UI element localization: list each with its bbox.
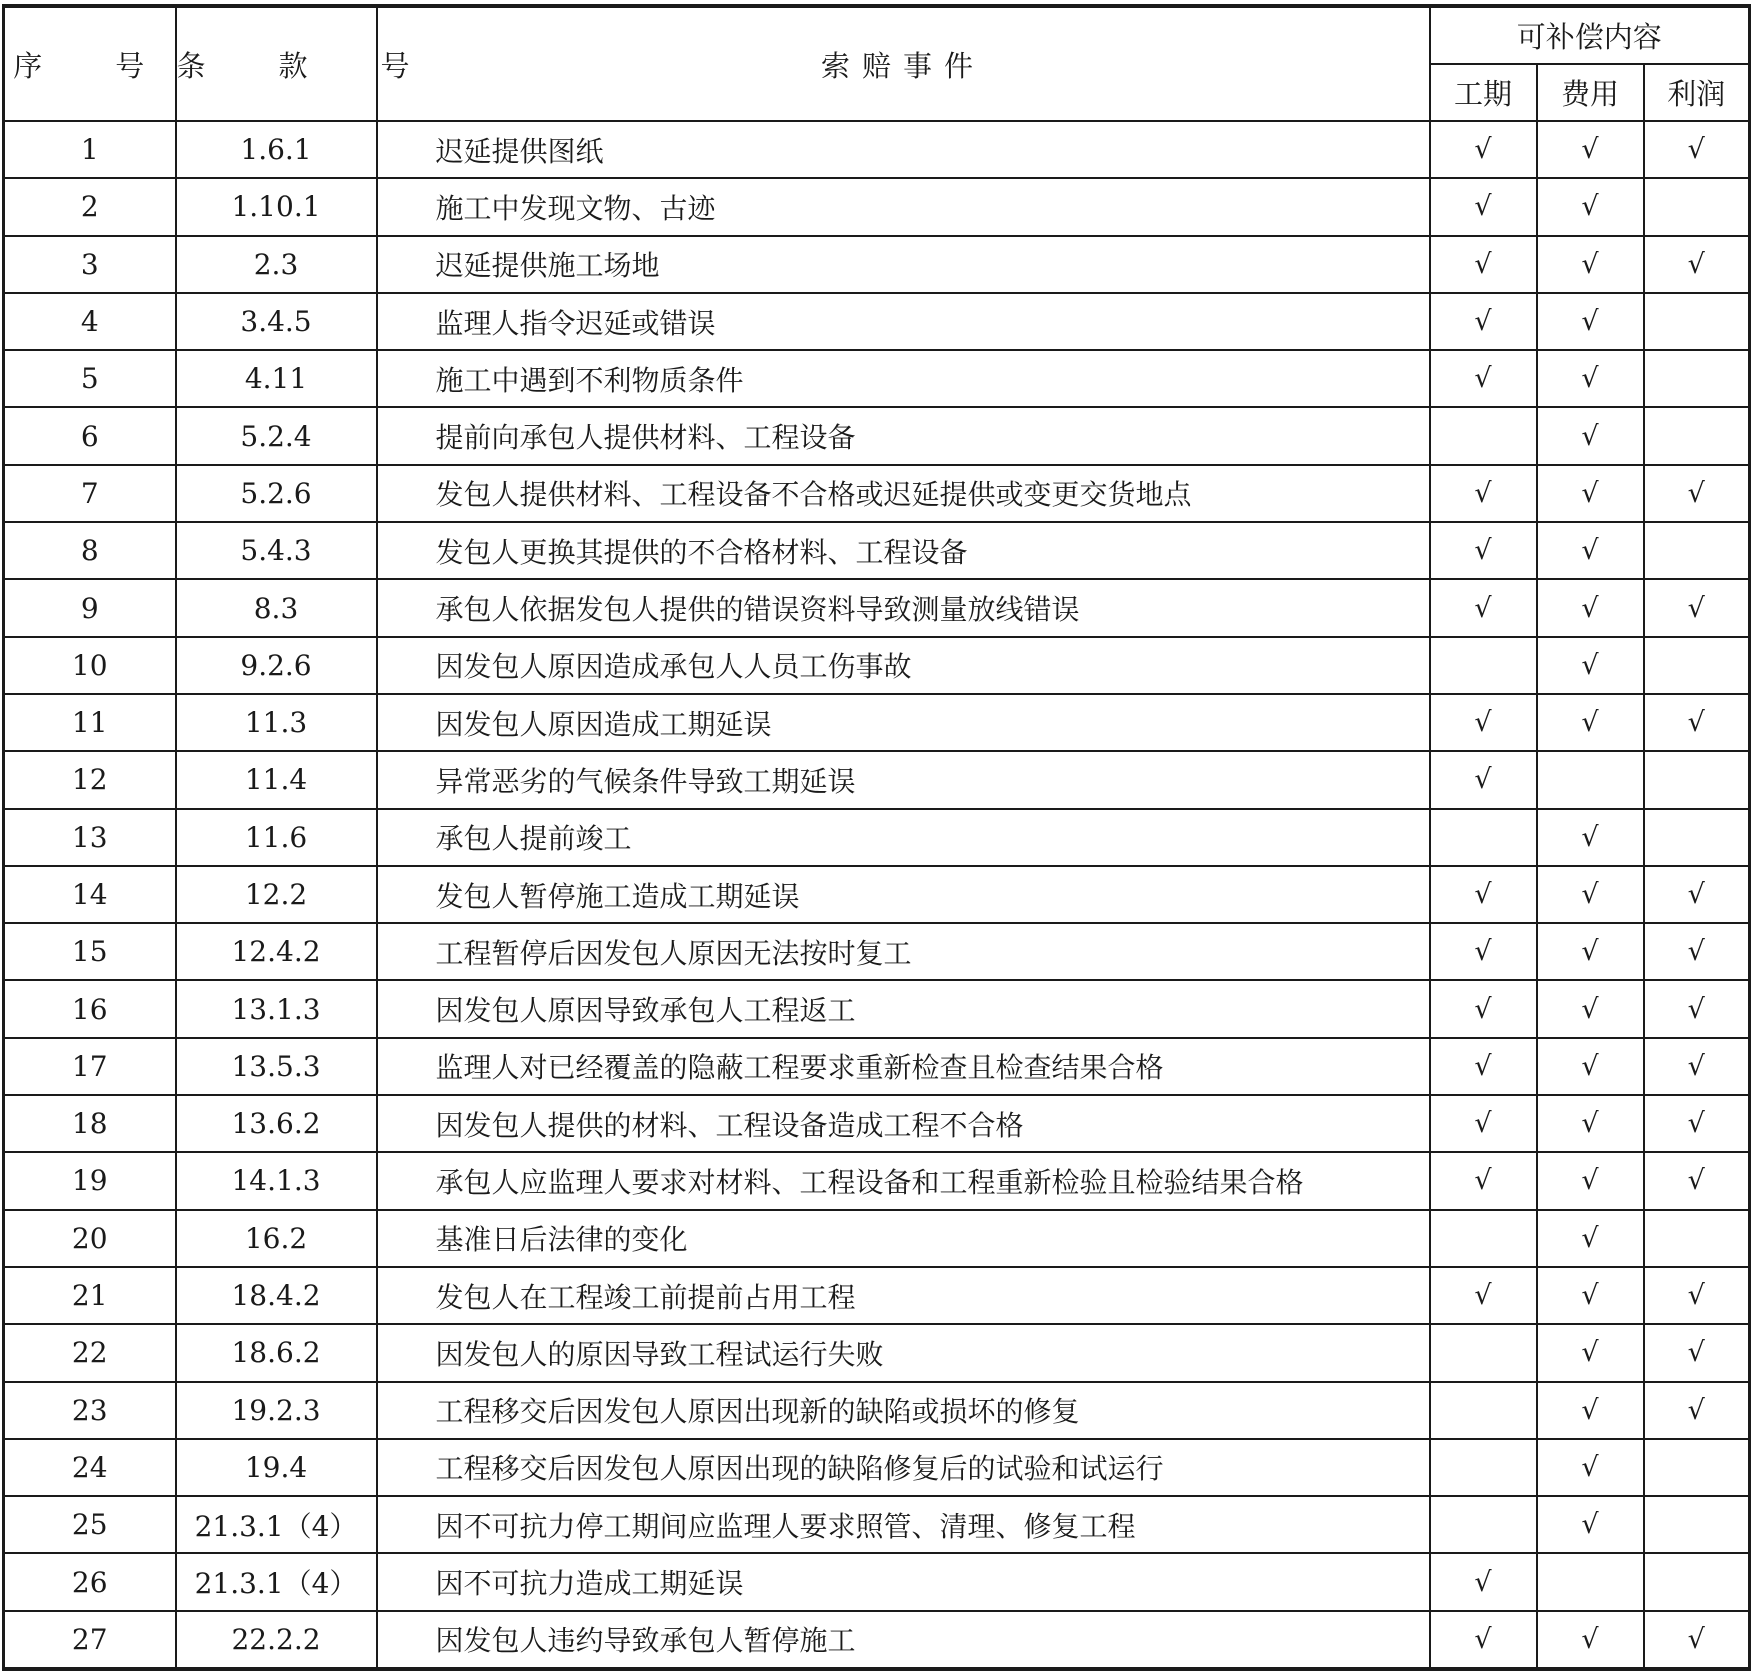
cell-clause: 16.2 bbox=[176, 1210, 377, 1267]
header-event: 索赔事件 bbox=[377, 6, 1430, 121]
cell-no: 25 bbox=[4, 1496, 176, 1553]
cell-no: 21 bbox=[4, 1267, 176, 1324]
cell-time-mark: √ bbox=[1430, 923, 1537, 980]
cell-event: 工程移交后因发包人原因出现的缺陷修复后的试验和试运行 bbox=[377, 1439, 1430, 1496]
cell-event: 发包人在工程竣工前提前占用工程 bbox=[377, 1267, 1430, 1324]
cell-time-mark: √ bbox=[1430, 866, 1537, 923]
cell-profit-mark: √ bbox=[1644, 923, 1750, 980]
cell-clause: 1.10.1 bbox=[176, 178, 377, 235]
table-row bbox=[4, 1382, 1750, 1439]
cell-profit-mark bbox=[1644, 350, 1750, 407]
table-row bbox=[4, 1210, 1750, 1267]
cell-event: 迟延提供图纸 bbox=[377, 121, 1430, 178]
cell-clause: 18.6.2 bbox=[176, 1324, 377, 1381]
cell-no: 11 bbox=[4, 694, 176, 751]
cell-profit-mark bbox=[1644, 522, 1750, 579]
cell-no: 26 bbox=[4, 1553, 176, 1610]
table-row bbox=[4, 1324, 1750, 1381]
cell-event: 基准日后法律的变化 bbox=[377, 1210, 1430, 1267]
cell-cost-mark: √ bbox=[1537, 1152, 1644, 1209]
table-row bbox=[4, 866, 1750, 923]
cell-profit-mark: √ bbox=[1644, 1095, 1750, 1152]
cell-event: 提前向承包人提供材料、工程设备 bbox=[377, 407, 1430, 464]
cell-profit-mark bbox=[1644, 178, 1750, 235]
cell-no: 9 bbox=[4, 579, 176, 636]
cell-cost-mark: √ bbox=[1537, 1210, 1644, 1267]
cell-cost-mark: √ bbox=[1537, 121, 1644, 178]
cell-profit-mark bbox=[1644, 407, 1750, 464]
cell-time-mark bbox=[1430, 407, 1537, 464]
table-row bbox=[4, 465, 1750, 522]
header-clause: 条 款 号 bbox=[176, 6, 377, 121]
cell-no: 5 bbox=[4, 350, 176, 407]
table-row bbox=[4, 178, 1750, 235]
cell-cost-mark bbox=[1537, 751, 1644, 808]
cell-time-mark: √ bbox=[1430, 579, 1537, 636]
table-body bbox=[4, 121, 1750, 1669]
cell-profit-mark bbox=[1644, 1439, 1750, 1496]
cell-no: 27 bbox=[4, 1611, 176, 1669]
cell-no: 4 bbox=[4, 293, 176, 350]
table-row bbox=[4, 980, 1750, 1037]
cell-time-mark: √ bbox=[1430, 236, 1537, 293]
table-row bbox=[4, 809, 1750, 866]
cell-profit-mark: √ bbox=[1644, 980, 1750, 1037]
table-row bbox=[4, 236, 1750, 293]
cell-event: 工程移交后因发包人原因出现新的缺陷或损坏的修复 bbox=[377, 1382, 1430, 1439]
cell-cost-mark bbox=[1537, 1553, 1644, 1610]
cell-no: 17 bbox=[4, 1038, 176, 1095]
cell-profit-mark: √ bbox=[1644, 1038, 1750, 1095]
cell-no: 3 bbox=[4, 236, 176, 293]
header-compensable: 可补偿内容 bbox=[1430, 6, 1750, 64]
cell-clause: 11.4 bbox=[176, 751, 377, 808]
cell-time-mark: √ bbox=[1430, 293, 1537, 350]
cell-event: 因发包人原因造成承包人人员工伤事故 bbox=[377, 637, 1430, 694]
cell-cost-mark: √ bbox=[1537, 407, 1644, 464]
cell-cost-mark: √ bbox=[1537, 923, 1644, 980]
cell-clause: 21.3.1（4） bbox=[176, 1496, 377, 1553]
cell-clause: 13.6.2 bbox=[176, 1095, 377, 1152]
cell-event: 施工中遇到不利物质条件 bbox=[377, 350, 1430, 407]
table-row bbox=[4, 751, 1750, 808]
cell-profit-mark bbox=[1644, 293, 1750, 350]
cell-time-mark: √ bbox=[1430, 1553, 1537, 1610]
cell-cost-mark: √ bbox=[1537, 465, 1644, 522]
cell-time-mark bbox=[1430, 1439, 1537, 1496]
table-row bbox=[4, 1095, 1750, 1152]
cell-clause: 11.6 bbox=[176, 809, 377, 866]
cell-time-mark: √ bbox=[1430, 1267, 1537, 1324]
cell-event: 承包人依据发包人提供的错误资料导致测量放线错误 bbox=[377, 579, 1430, 636]
cell-time-mark bbox=[1430, 637, 1537, 694]
cell-cost-mark: √ bbox=[1537, 1095, 1644, 1152]
cell-profit-mark: √ bbox=[1644, 1152, 1750, 1209]
cell-no: 12 bbox=[4, 751, 176, 808]
table-row bbox=[4, 579, 1750, 636]
cell-clause: 1.6.1 bbox=[176, 121, 377, 178]
cell-cost-mark: √ bbox=[1537, 809, 1644, 866]
cell-cost-mark: √ bbox=[1537, 1382, 1644, 1439]
table-row bbox=[4, 121, 1750, 178]
cell-time-mark: √ bbox=[1430, 980, 1537, 1037]
cell-profit-mark: √ bbox=[1644, 579, 1750, 636]
cell-event: 因发包人违约导致承包人暂停施工 bbox=[377, 1611, 1430, 1669]
cell-no: 19 bbox=[4, 1152, 176, 1209]
cell-event: 施工中发现文物、古迹 bbox=[377, 178, 1430, 235]
cell-clause: 12.2 bbox=[176, 866, 377, 923]
cell-event: 因发包人原因导致承包人工程返工 bbox=[377, 980, 1430, 1037]
cell-event: 工程暂停后因发包人原因无法按时复工 bbox=[377, 923, 1430, 980]
cell-clause: 5.2.6 bbox=[176, 465, 377, 522]
header-profit: 利润 bbox=[1644, 64, 1750, 121]
cell-no: 24 bbox=[4, 1439, 176, 1496]
cell-time-mark: √ bbox=[1430, 178, 1537, 235]
cell-time-mark: √ bbox=[1430, 121, 1537, 178]
cell-cost-mark: √ bbox=[1537, 579, 1644, 636]
cell-cost-mark: √ bbox=[1537, 350, 1644, 407]
cell-time-mark: √ bbox=[1430, 350, 1537, 407]
claims-table bbox=[2, 4, 1751, 1671]
cell-event: 异常恶劣的气候条件导致工期延误 bbox=[377, 751, 1430, 808]
table-row bbox=[4, 637, 1750, 694]
cell-no: 6 bbox=[4, 407, 176, 464]
cell-cost-mark: √ bbox=[1537, 1439, 1644, 1496]
cell-clause: 19.4 bbox=[176, 1439, 377, 1496]
cell-clause: 22.2.2 bbox=[176, 1611, 377, 1669]
table-row bbox=[4, 1038, 1750, 1095]
cell-cost-mark: √ bbox=[1537, 1038, 1644, 1095]
cell-profit-mark: √ bbox=[1644, 1324, 1750, 1381]
cell-time-mark: √ bbox=[1430, 694, 1537, 751]
cell-event: 迟延提供施工场地 bbox=[377, 236, 1430, 293]
cell-event: 承包人应监理人要求对材料、工程设备和工程重新检验且检验结果合格 bbox=[377, 1152, 1430, 1209]
table-row bbox=[4, 694, 1750, 751]
cell-no: 7 bbox=[4, 465, 176, 522]
table-row bbox=[4, 1553, 1750, 1610]
table-row bbox=[4, 1267, 1750, 1324]
cell-profit-mark bbox=[1644, 1496, 1750, 1553]
cell-event: 承包人提前竣工 bbox=[377, 809, 1430, 866]
cell-cost-mark: √ bbox=[1537, 866, 1644, 923]
cell-profit-mark bbox=[1644, 1553, 1750, 1610]
cell-cost-mark: √ bbox=[1537, 1267, 1644, 1324]
cell-clause: 13.1.3 bbox=[176, 980, 377, 1037]
header-no: 序 号 bbox=[4, 6, 176, 121]
table-header bbox=[4, 6, 1750, 121]
cell-profit-mark: √ bbox=[1644, 694, 1750, 751]
cell-time-mark: √ bbox=[1430, 1152, 1537, 1209]
cell-time-mark bbox=[1430, 809, 1537, 866]
cell-cost-mark: √ bbox=[1537, 293, 1644, 350]
cell-clause: 21.3.1（4） bbox=[176, 1553, 377, 1610]
cell-profit-mark: √ bbox=[1644, 866, 1750, 923]
cell-clause: 4.11 bbox=[176, 350, 377, 407]
cell-no: 16 bbox=[4, 980, 176, 1037]
cell-no: 20 bbox=[4, 1210, 176, 1267]
cell-no: 10 bbox=[4, 637, 176, 694]
table-row bbox=[4, 522, 1750, 579]
cell-profit-mark: √ bbox=[1644, 465, 1750, 522]
cell-time-mark: √ bbox=[1430, 522, 1537, 579]
cell-cost-mark: √ bbox=[1537, 1324, 1644, 1381]
cell-time-mark bbox=[1430, 1382, 1537, 1439]
table-row bbox=[4, 293, 1750, 350]
cell-clause: 11.3 bbox=[176, 694, 377, 751]
cell-cost-mark: √ bbox=[1537, 178, 1644, 235]
cell-profit-mark: √ bbox=[1644, 1382, 1750, 1439]
cell-time-mark: √ bbox=[1430, 465, 1537, 522]
cell-time-mark: √ bbox=[1430, 1611, 1537, 1669]
cell-time-mark bbox=[1430, 1210, 1537, 1267]
cell-profit-mark: √ bbox=[1644, 1267, 1750, 1324]
header-time: 工期 bbox=[1430, 64, 1537, 121]
cell-event: 发包人暂停施工造成工期延误 bbox=[377, 866, 1430, 923]
cell-clause: 5.4.3 bbox=[176, 522, 377, 579]
cell-clause: 19.2.3 bbox=[176, 1382, 377, 1439]
table-row bbox=[4, 350, 1750, 407]
cell-profit-mark bbox=[1644, 751, 1750, 808]
cell-time-mark bbox=[1430, 1496, 1537, 1553]
cell-profit-mark bbox=[1644, 637, 1750, 694]
cell-clause: 14.1.3 bbox=[176, 1152, 377, 1209]
cell-profit-mark bbox=[1644, 809, 1750, 866]
cell-clause: 5.2.4 bbox=[176, 407, 377, 464]
cell-event: 发包人更换其提供的不合格材料、工程设备 bbox=[377, 522, 1430, 579]
cell-no: 23 bbox=[4, 1382, 176, 1439]
table-row bbox=[4, 923, 1750, 980]
cell-clause: 13.5.3 bbox=[176, 1038, 377, 1095]
cell-no: 14 bbox=[4, 866, 176, 923]
cell-event: 监理人指令迟延或错误 bbox=[377, 293, 1430, 350]
cell-cost-mark: √ bbox=[1537, 1611, 1644, 1669]
cell-time-mark: √ bbox=[1430, 751, 1537, 808]
cell-no: 18 bbox=[4, 1095, 176, 1152]
table-row bbox=[4, 1439, 1750, 1496]
cell-clause: 3.4.5 bbox=[176, 293, 377, 350]
cell-time-mark: √ bbox=[1430, 1095, 1537, 1152]
cell-event: 因不可抗力造成工期延误 bbox=[377, 1553, 1430, 1610]
cell-profit-mark bbox=[1644, 1210, 1750, 1267]
cell-no: 13 bbox=[4, 809, 176, 866]
cell-event: 因发包人提供的材料、工程设备造成工程不合格 bbox=[377, 1095, 1430, 1152]
cell-time-mark bbox=[1430, 1324, 1537, 1381]
cell-event: 发包人提供材料、工程设备不合格或迟延提供或变更交货地点 bbox=[377, 465, 1430, 522]
cell-no: 8 bbox=[4, 522, 176, 579]
cell-no: 22 bbox=[4, 1324, 176, 1381]
cell-cost-mark: √ bbox=[1537, 1496, 1644, 1553]
cell-clause: 2.3 bbox=[176, 236, 377, 293]
cell-cost-mark: √ bbox=[1537, 236, 1644, 293]
table-row bbox=[4, 407, 1750, 464]
cell-event: 监理人对已经覆盖的隐蔽工程要求重新检查且检查结果合格 bbox=[377, 1038, 1430, 1095]
cell-clause: 12.4.2 bbox=[176, 923, 377, 980]
cell-profit-mark: √ bbox=[1644, 1611, 1750, 1669]
cell-time-mark: √ bbox=[1430, 1038, 1537, 1095]
table-row bbox=[4, 1496, 1750, 1553]
cell-cost-mark: √ bbox=[1537, 637, 1644, 694]
cell-event: 因发包人的原因导致工程试运行失败 bbox=[377, 1324, 1430, 1381]
cell-event: 因不可抗力停工期间应监理人要求照管、清理、修复工程 bbox=[377, 1496, 1430, 1553]
cell-no: 1 bbox=[4, 121, 176, 178]
cell-clause: 18.4.2 bbox=[176, 1267, 377, 1324]
cell-clause: 9.2.6 bbox=[176, 637, 377, 694]
cell-event: 因发包人原因造成工期延误 bbox=[377, 694, 1430, 751]
cell-no: 2 bbox=[4, 178, 176, 235]
table-row bbox=[4, 1611, 1750, 1669]
table-row bbox=[4, 1152, 1750, 1209]
cell-cost-mark: √ bbox=[1537, 694, 1644, 751]
cell-cost-mark: √ bbox=[1537, 980, 1644, 1037]
cell-no: 15 bbox=[4, 923, 176, 980]
cell-cost-mark: √ bbox=[1537, 522, 1644, 579]
header-cost: 费用 bbox=[1537, 64, 1644, 121]
cell-clause: 8.3 bbox=[176, 579, 377, 636]
cell-profit-mark: √ bbox=[1644, 121, 1750, 178]
cell-profit-mark: √ bbox=[1644, 236, 1750, 293]
